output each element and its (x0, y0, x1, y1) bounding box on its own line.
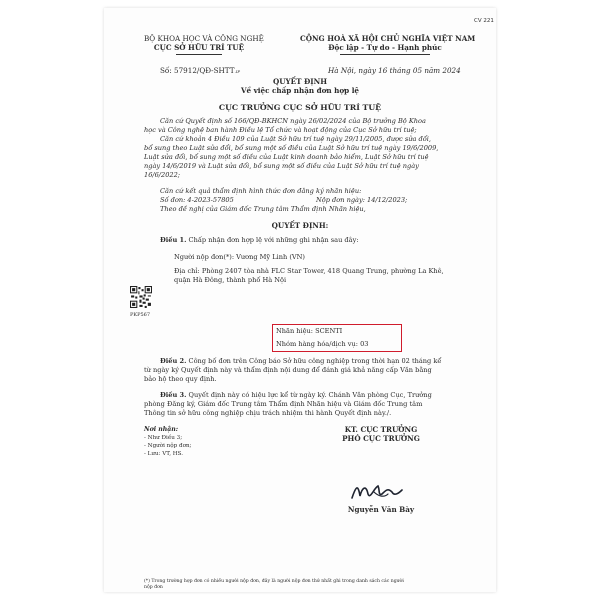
place-date: Hà Nội, ngày 16 tháng 05 năm 2024 (328, 66, 461, 75)
issuing-authority: CỤC TRƯỞNG CỤC SỞ HỮU TRÍ TUỆ (218, 103, 382, 112)
goods-services-class: Nhóm hàng hóa/dịch vụ: 03 (276, 340, 369, 348)
recipients-title: Nơi nhận: (144, 426, 179, 433)
signature-on-behalf: KT. CỤC TRƯỞNG (344, 425, 418, 434)
preamble-3: Căn cứ kết quả thẩm định hình thức đơn đăng ký nhãn hiệu: (160, 187, 362, 195)
corner-code: CV 221 (474, 18, 494, 24)
national-motto: Độc lập - Tự do - Hạnh phúc (328, 43, 442, 52)
motto-underline (340, 54, 430, 55)
trademark-name: Nhãn hiệu: SCENTI (276, 327, 343, 335)
preamble-2-line-4: ngày 14/6/2019 và Luật sửa đổi, bổ sung một số điều của Luật Sở hữu trí tuệ ngày (144, 162, 419, 170)
document-page (104, 8, 496, 592)
footnote-line-2: nộp đơn (144, 585, 163, 590)
decision-subject: Về việc chấp nhận đơn hợp lệ (240, 86, 360, 95)
handwritten-signature-icon (348, 480, 418, 504)
preamble-2-line-3: Luật sửa đổi, bổ sung một số điều của Luật kinh doanh bảo hiểm, Luật Sở hữu trí tuệ (144, 153, 429, 161)
article-2-line-1: Điều 2. Công bố đơn trên Công báo Sở hữu công nghiệp trong thời hạn 02 tháng kể (160, 357, 442, 365)
article-2-line-2: từ ngày ký Quyết định này và thẩm định nội dung để đánh giá khả năng cấp Văn bằng (144, 366, 432, 374)
article-3-line-1: Điều 3. Quyết định này có hiệu lực kể từ ngày ký. Chánh Văn phòng Cục, Trưởng (160, 391, 432, 399)
article-2-line-3: bảo hộ theo quy định. (144, 375, 217, 383)
preamble-1-line-2: học và Công nghệ ban hành Điều lệ Tổ chức và hoạt động của Cục Sở hữu trí tuệ; (144, 126, 417, 134)
preamble-4: Theo đề nghị của Giám đốc Trung tâm Thẩm định Nhãn hiệu, (160, 205, 366, 213)
address-line-1: Địa chỉ: Phòng 2407 tòa nhà FLC Star Tower, 418 Quang Trung, phường La Khê, (174, 267, 444, 275)
office-name: CỤC SỞ HỮU TRÍ TUỆ (153, 43, 245, 52)
country-name: CỘNG HOÀ XÃ HỘI CHỦ NGHĨA VIỆT NAM (300, 34, 476, 43)
qr-code-label: PKP567 (130, 312, 151, 318)
address-line-2: quận Hà Đông, thành phố Hà Nội (174, 276, 287, 284)
decision-title: QUYẾT ĐỊNH (273, 77, 327, 86)
article-3-line-2: phòng Đăng ký, Giám đốc Trung tâm Thẩm định Nhãn hiệu và Giám đốc Trung tâm (144, 400, 423, 408)
application-number: Số đơn: 4-2023-57805 (160, 196, 234, 204)
signature-position: PHÓ CỤC TRƯỞNG (342, 434, 420, 443)
recipient-1: - Như Điều 3; (144, 435, 183, 441)
recipient-2: - Người nộp đơn; (144, 443, 192, 449)
preamble-2-line-2: bổ sung theo Luật sửa đổi, bổ sung một số điều của Luật Sở hữu trí tuệ ngày 19/6/2009, (144, 144, 439, 152)
article-1: Điều 1. Chấp nhận đơn hợp lệ với những ghi nhận sau đây: (160, 236, 359, 244)
recipient-3: - Lưu: VT, HS. (144, 451, 184, 457)
article-3-line-3: Thông tin sở hữu công nghiệp chịu trách nhiệm thi hành Quyết định này./. (144, 409, 392, 417)
preamble-1-line-1: Căn cứ Quyết định số 166/QĐ-BKHCN ngày 26/02/2024 của Bộ trưởng Bộ Khoa (160, 117, 426, 125)
preamble-2-line-1: Căn cứ khoản 4 Điều 109 của Luật Sở hữu trí tuệ ngày 29/11/2005, được sửa đổi, (160, 135, 431, 143)
preamble-2-line-5: 16/6/2022; (144, 171, 181, 179)
application-date: Nộp đơn ngày: 14/12/2023; (316, 196, 408, 204)
footnote-line-1: (*) Trong trường hợp đơn có nhiều người nộp đơn, đây là người nộp đơn thứ nhất ghi trong danh sách các người (144, 579, 404, 584)
ministry-name: BỘ KHOA HỌC VÀ CÔNG NGHỆ (144, 34, 264, 43)
decision-number: Số: 57912/QĐ-SHTT.IP (160, 66, 241, 75)
office-underline (176, 54, 222, 55)
signer-name: Nguyễn Văn Bày (347, 505, 415, 514)
decides-heading: QUYẾT ĐỊNH: (271, 221, 329, 230)
applicant: Người nộp đơn(*): Vương Mỹ Linh (VN) (174, 253, 306, 261)
qr-code-icon (130, 286, 152, 308)
